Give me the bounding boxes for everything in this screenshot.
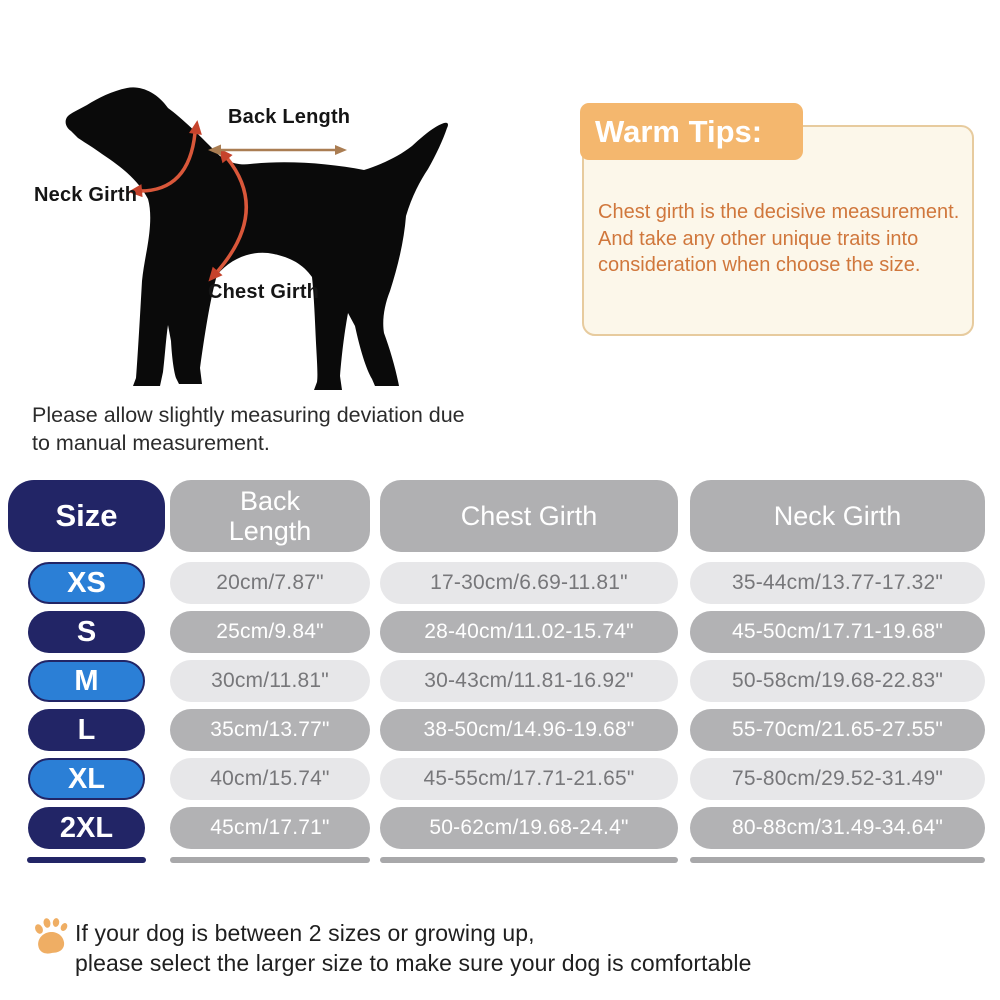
table-truncated-row xyxy=(8,856,988,863)
header-size: Size xyxy=(8,480,165,552)
chest-girth-value: 45-55cm/17.71-21.65" xyxy=(380,758,678,800)
measuring-deviation-note: Please allow slightly measuring deviation due to manual measurement. xyxy=(32,403,465,455)
header-neck-girth: Neck Girth xyxy=(690,480,985,552)
table-row-xl xyxy=(8,758,988,800)
back-length-label: Back Length xyxy=(228,106,351,128)
back-length-value: 25cm/9.84" xyxy=(170,611,370,653)
footer-note-line1: If your dog is between 2 sizes or growing up, xyxy=(75,920,535,946)
neck-girth-value: 75-80cm/29.52-31.49" xyxy=(690,758,985,800)
neck-girth-value: 55-70cm/21.65-27.55" xyxy=(690,709,985,751)
truncated-bar-neck xyxy=(690,857,985,863)
table-row-s xyxy=(8,611,988,653)
truncated-bar-chest xyxy=(380,857,678,863)
size-badge-s: S xyxy=(28,611,145,653)
header-back-length: Back Length xyxy=(170,480,370,552)
neck-girth-label: Neck Girth xyxy=(34,184,138,206)
table-row-m xyxy=(8,660,988,702)
back-length-value: 30cm/11.81" xyxy=(170,660,370,702)
chest-girth-value: 30-43cm/11.81-16.92" xyxy=(380,660,678,702)
size-badge-xs: XS xyxy=(28,562,145,604)
neck-girth-value: 45-50cm/17.71-19.68" xyxy=(690,611,985,653)
table-header-row xyxy=(8,480,988,552)
footer-note-line2: please select the larger size to make sure your dog is comfortable xyxy=(75,950,752,976)
size-badge-m: M xyxy=(28,660,145,702)
chest-girth-value: 38-50cm/14.96-19.68" xyxy=(380,709,678,751)
chest-girth-value: 28-40cm/11.02-15.74" xyxy=(380,611,678,653)
truncated-bar-back xyxy=(170,857,370,863)
warm-tips-panel xyxy=(580,103,976,338)
back-length-value: 40cm/15.74" xyxy=(170,758,370,800)
back-length-value: 45cm/17.71" xyxy=(170,807,370,849)
size-badge-l: L xyxy=(28,709,145,751)
chest-girth-value: 50-62cm/19.68-24.4" xyxy=(380,807,678,849)
neck-girth-value: 80-88cm/31.49-34.64" xyxy=(690,807,985,849)
neck-girth-value: 35-44cm/13.77-17.32" xyxy=(690,562,985,604)
size-table xyxy=(8,480,988,870)
back-length-value: 20cm/7.87" xyxy=(170,562,370,604)
table-row-l xyxy=(8,709,988,751)
paw-icon xyxy=(31,916,71,958)
chest-girth-value: 17-30cm/6.69-11.81" xyxy=(380,562,678,604)
size-badge-xl: XL xyxy=(28,758,145,800)
dog-silhouette xyxy=(66,87,448,390)
table-row-xs xyxy=(8,562,988,604)
warm-tips-title: Warm Tips: xyxy=(580,103,803,160)
truncated-bar-size xyxy=(27,857,146,863)
neck-girth-value: 50-58cm/19.68-22.83" xyxy=(690,660,985,702)
size-badge-2xl: 2XL xyxy=(28,807,145,849)
header-chest-girth: Chest Girth xyxy=(380,480,678,552)
dog-silhouette-illustration xyxy=(30,80,470,410)
chest-girth-label: Chest Girth xyxy=(208,281,320,303)
table-row-2xl xyxy=(8,807,988,849)
back-length-value: 35cm/13.77" xyxy=(170,709,370,751)
warm-tips-body-text: Chest girth is the decisive measurement. And take any other unique traits into consideration when choose the size. xyxy=(598,201,960,277)
